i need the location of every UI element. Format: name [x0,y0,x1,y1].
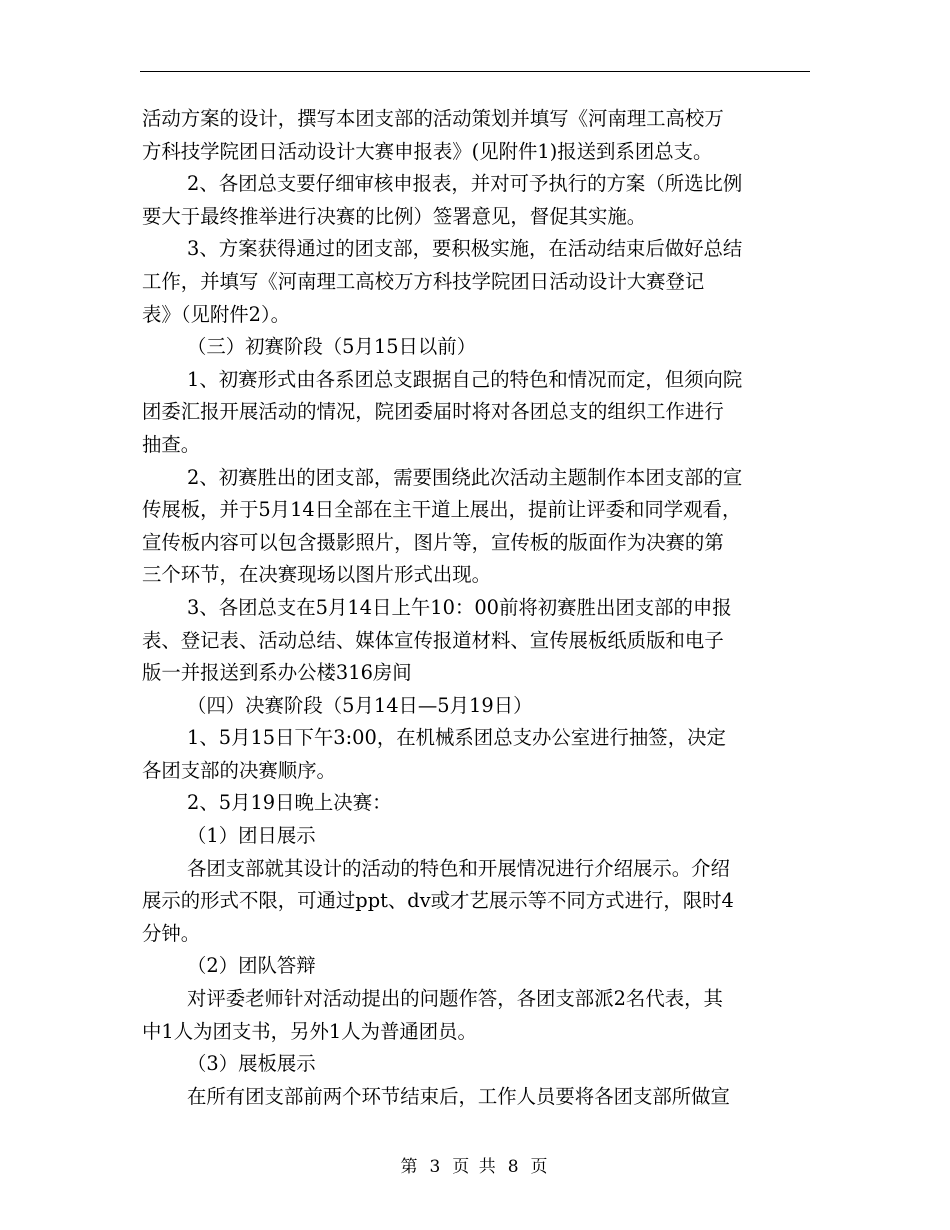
text-line: 宣传板内容可以包含摄影照片，图片等，宣传板的版面作为决赛的第 [142,530,724,554]
text-line: 在所有团支部前两个环节结束后，工作人员要将各团支部所做宣 [187,1084,730,1108]
text-line: 1、5月15日下午3:00，在机械系团总支办公室进行抽签，决定 [187,726,726,750]
text-line: 三个环节，在决赛现场以图片形式出现。 [142,563,492,587]
text-line: 2、各团总支要仔细审核申报表，并对可予执行的方案（所选比例 [187,172,743,196]
footer-prefix: 第 [400,1157,420,1177]
text-line: 抽查。 [142,432,201,456]
text-line: 中1人为团支书，另外1人为普通团员。 [142,1019,477,1043]
text-line: 1、初赛形式由各系团总支跟据自己的特色和情况而定，但须向院 [187,367,743,391]
text-line: 3、各团总支在5月14日上午10：00前将初赛胜出团支部的申报 [187,595,732,619]
text-line: （3）展板展示 [187,1052,316,1076]
footer-total-pages: 8 [507,1157,521,1177]
text-line: 表、登记表、活动总结、媒体宣传报道材料、宣传展板纸质版和电子 [142,628,724,652]
text-line: （三）初赛阶段（5月15日以前） [187,335,477,359]
page-footer [0,1152,950,1177]
text-line: 对评委老师针对活动提出的问题作答，各团支部派2名代表，其 [187,987,723,1011]
text-line: （1）团日展示 [187,824,316,848]
text-line: 版一并报送到系办公楼316房间 [142,661,412,685]
header-rule [140,71,810,72]
text-line: 工作，并填写《河南理工高校万方科技学院团日活动设计大赛登记 [142,269,705,293]
footer-page-number: 3 [429,1157,443,1177]
text-line: 2、初赛胜出的团支部，需要围绕此次活动主题制作本团支部的宣 [187,465,743,489]
text-line: 表》（见附件2）。 [142,302,291,326]
text-line: 3、方案获得通过的团支部，要积极实施，在活动结束后做好总结 [187,237,743,261]
text-line: 要大于最终推举进行决赛的比例）签署意见，督促其实施。 [142,204,647,228]
text-line: 各团支部就其设计的活动的特色和开展情况进行介绍展示。介绍 [187,856,730,880]
text-line: 方科技学院团日活动设计大赛申报表》(见附件1)报送到系团总支。 [142,139,713,163]
footer-suffix: 页 [530,1157,550,1177]
text-line: 分钟。 [142,921,201,945]
text-line: 展示的形式不限，可通过ppt、dv或才艺展示等不同方式进行，限时4 [142,889,734,913]
document-body [142,103,814,1113]
text-line: 传展板，并于5月14日全部在主干道上展出，提前让评委和同学观看， [142,498,742,522]
text-line: （四）决赛阶段（5月14日—5月19日） [187,693,533,717]
text-line: 团委汇报开展活动的情况，院团委届时将对各团总支的组织工作进行 [142,400,724,424]
footer-middle: 页 共 [452,1157,498,1177]
text-line: 活动方案的设计，撰写本团支部的活动策划并填写《河南理工高校万 [142,107,724,130]
text-line: 2、5月19日晚上决赛： [187,791,392,815]
text-line: 各团支部的决赛顺序。 [142,758,336,782]
text-line: （2）团队答辩 [187,954,316,978]
